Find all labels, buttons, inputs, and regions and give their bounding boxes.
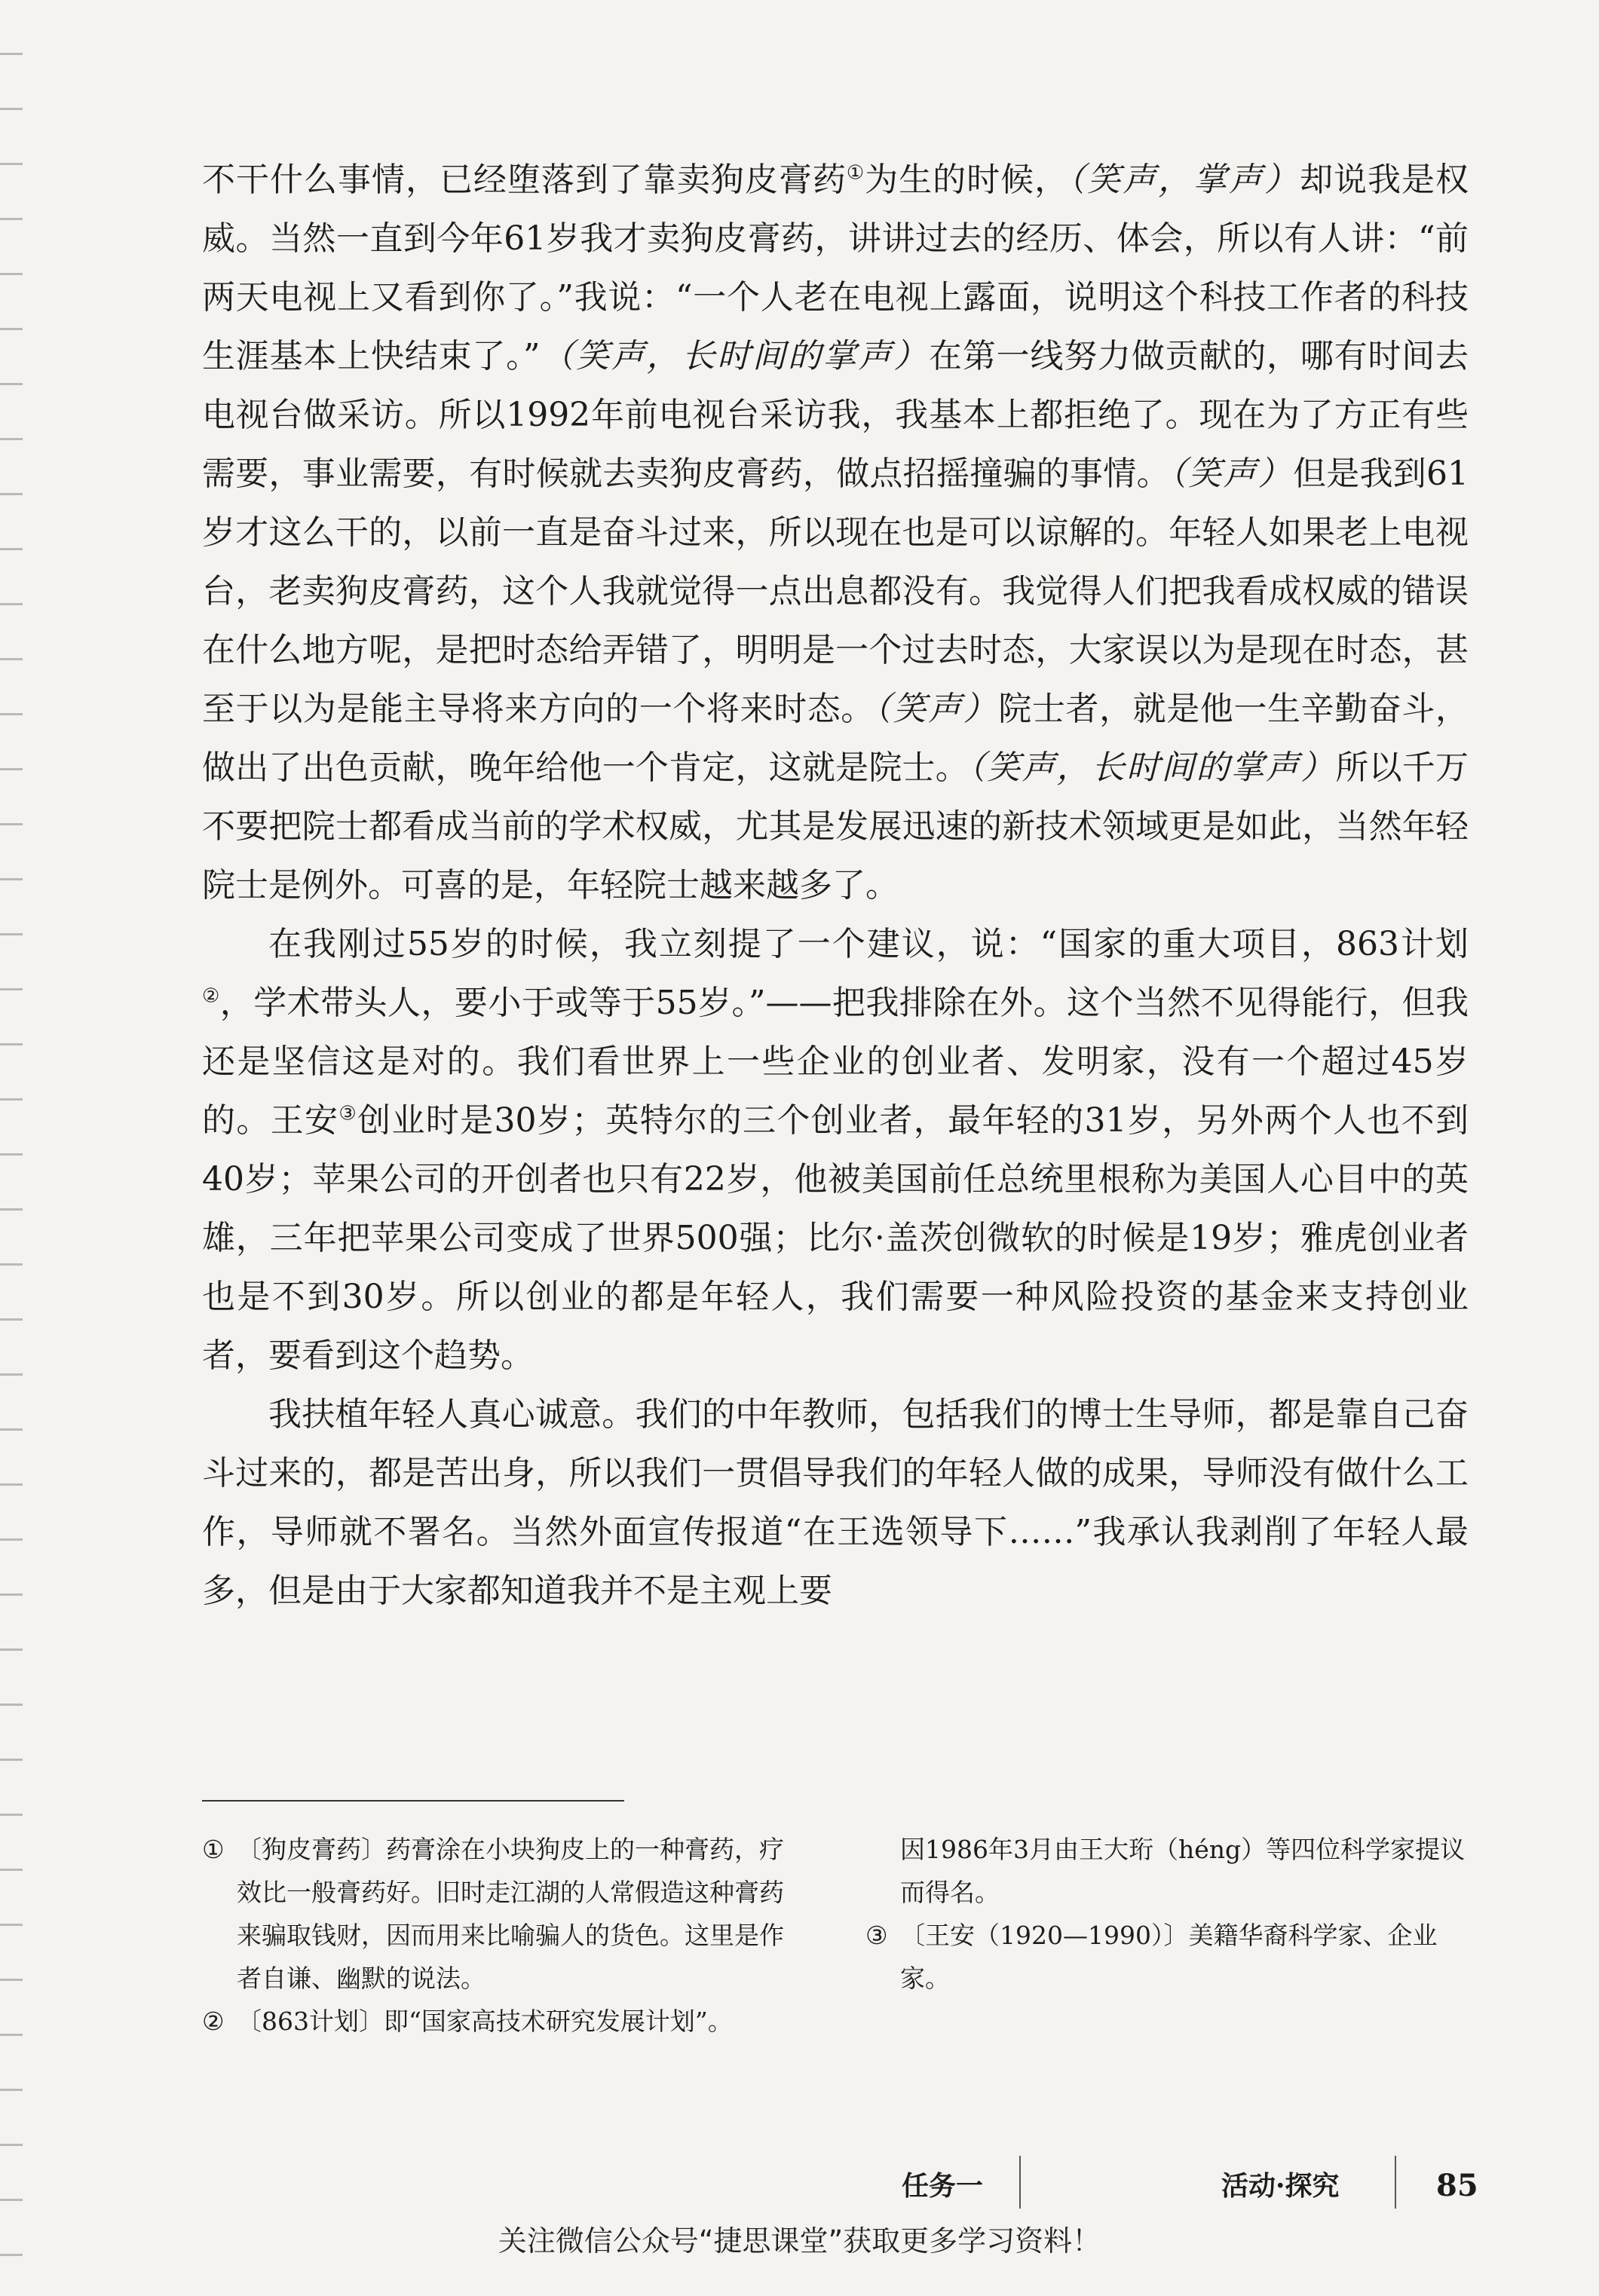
footnote-ref: ②: [202, 984, 220, 1008]
footnote-2-continued: [865, 1828, 1469, 1914]
footnote-3-text: 〔王安（1920—1990）〕美籍华裔科学家、企业家。: [900, 1921, 1438, 1993]
footnote-rule: [202, 1800, 624, 1802]
stage-direction: （笑声）: [1169, 455, 1293, 493]
footnote-3-mark: ③: [865, 1921, 888, 1950]
body-text: [202, 151, 1469, 1621]
footnote-1: [202, 1828, 805, 2000]
footnote-2-mark: ②: [202, 2007, 225, 2036]
paragraph-text: 院士者，就是他一生辛勤奋斗，做出了出色贡献，晚年给他一个肯定，这就是院士。: [202, 690, 1469, 787]
footnote-2-continued-text: 因1986年3月由王大珩（héng）等四位科学家提议而得名。: [900, 1835, 1466, 1907]
paragraph-text: ，学术带头人，要小于或等于55岁。”——把我排除在外。这个当然不见得能行，但我还是坚信这是对的。我们看世界上一些企业的创业者、发明家，没有一个超过45岁的。王安: [202, 984, 1469, 1140]
paragraph: [202, 915, 1469, 1385]
paragraph-text: 为生的时候，: [865, 161, 1069, 199]
page-number: 85: [1436, 2168, 1478, 2203]
footnote-ref: ①: [846, 161, 865, 185]
paragraph-text: 但是我到61岁才这么干的，以前一直是奋斗过来，所以现在也是可以谅解的。年轻人如果老上电视台，老卖狗皮膏药，这个人我就觉得一点出息都没有。我觉得人们把我看成权威的错误在什么地方呢，是把时态给弄错了，明明是一个过去时态，大家误以为是现在时态，甚至于以为是能主导将来方向的一个将来时态。: [202, 455, 1469, 728]
paragraph-text: 我扶植年轻人真心诚意。我们的中年教师，包括我们的博士生导师，都是靠自己奋斗过来的，都是苦出身，所以我们一贯倡导我们的年轻人做的成果，导师没有做什么工作，导师就不署名。当然外面宣传报道“在王选领导下……”我承认我剥削了年轻人最多，但是由于大家都知道我并不是主观上要: [202, 1395, 1469, 1610]
footnote-ref: ③: [338, 1102, 358, 1125]
paragraph-text: 在第一线努力做贡献的，哪有时间去电视台做采访。所以1992年前电视台采访我，我基本上都拒绝了。现在为了方正有些需要，事业需要，有时候就去卖狗皮膏药，做点招摇撞骗的事情。: [202, 337, 1469, 493]
paragraph-text: 却说我是权威。当然一直到今年61岁我才卖狗皮膏药，讲讲过去的经历、体会，所以有人讲：“前两天电视上又看到你了。”我说：“一个人老在电视上露面，说明这个科技工作者的科技生涯基本上快结束了。”: [202, 161, 1469, 375]
stage-direction: （笑声，掌声）: [1068, 161, 1300, 199]
paragraph-text: 创业时是30岁；英特尔的三个创业者，最年轻的31岁，另外两个人也不到40岁；苹果公司的开创者也只有22岁，他被美国前任总统里根称为美国人心目中的英雄，三年把苹果公司变成了世界500强；比尔·盖茨创微软的时候是19岁；雅虎创业者也是不到30岁。所以创业的都是年轻人，我们需要一种风险投资的基金来支持创业者，要看到这个趋势。: [202, 1101, 1469, 1375]
binding-edge: [0, 0, 23, 2296]
running-footer-section: 活动·探究: [1221, 2170, 1340, 2202]
footnote-3: [865, 1914, 1469, 2000]
paragraph: [202, 1385, 1469, 1621]
stage-direction: （笑声）: [874, 690, 999, 728]
paragraph-text: 所以千万不要把院士都看成当前的学术权威，尤其是发展迅速的新技术领域更是如此，当然年轻院士是例外。可喜的是，年轻院士越来越多了。: [202, 748, 1469, 905]
footnote-2: [202, 2000, 805, 2043]
footnote-2-text: 〔863计划〕即“国家高技术研究发展计划”。: [237, 2007, 733, 2036]
paragraph: [202, 151, 1469, 915]
footnote-column-left: [202, 1828, 805, 2043]
stage-direction: （笑声，长时间的掌声）: [540, 337, 930, 375]
watermark-text: 关注微信公众号“捷思课堂”获取更多学习资料！: [498, 2224, 1101, 2258]
footnote-1-mark: ①: [202, 1835, 225, 1864]
footer-divider: [1019, 2156, 1021, 2209]
stage-direction: （笑声，长时间的掌声）: [968, 748, 1336, 787]
footer-divider: [1395, 2156, 1396, 2209]
running-footer-task: 任务一: [902, 2170, 984, 2202]
paragraph-text: 在我刚过55岁的时候，我立刻提了一个建议，说：“国家的重大项目，863计划: [268, 925, 1469, 963]
footnote-1-text: 〔狗皮膏药〕药膏涂在小块狗皮上的一种膏药，疗效比一般膏药好。旧时走江湖的人常假造这种膏药来骗取钱财，因而用来比喻骗人的货色。这里是作者自谦、幽默的说法。: [237, 1835, 784, 1993]
footnote-column-right: [865, 1828, 1469, 2000]
paragraph-text: 不干什么事情，已经堕落到了靠卖狗皮膏药: [202, 161, 847, 199]
